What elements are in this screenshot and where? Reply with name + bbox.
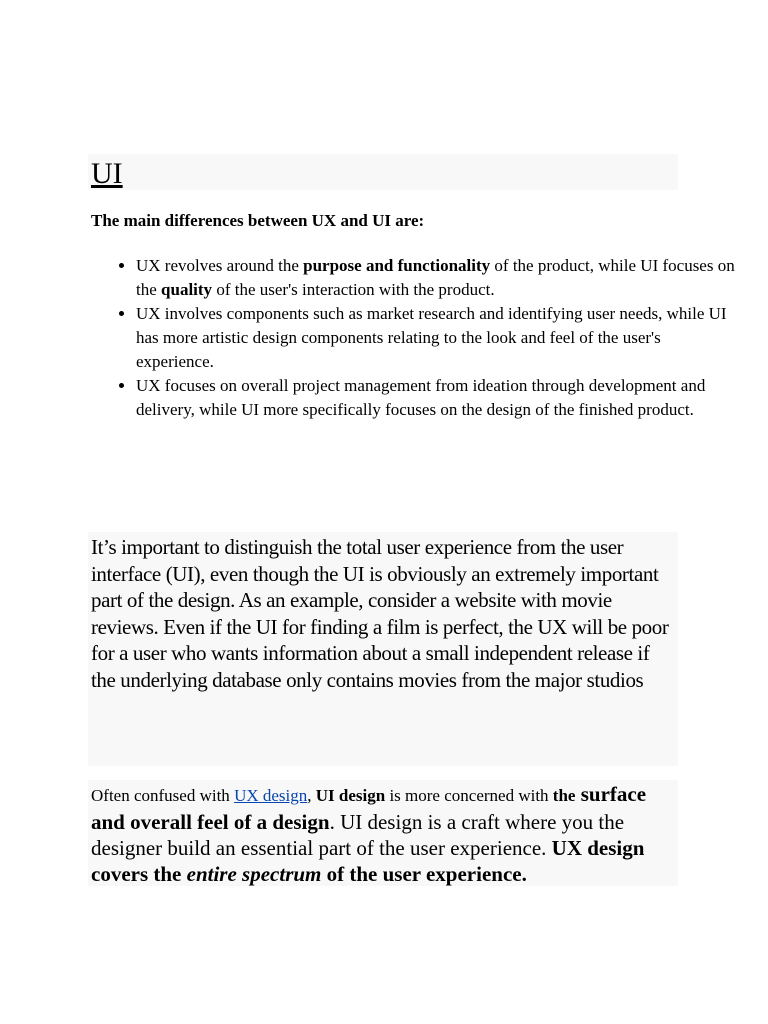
final-paragraph xyxy=(91,781,677,887)
heading-background xyxy=(88,154,678,190)
final-bold: of the user experience. xyxy=(321,862,527,886)
body-paragraph: It’s important to distinguish the total user experience from the user interface (UI), even though the UI is obviously an extremely important part of the design. As an example, consider a website with movie reviews. Even if the UI for finding a film is perfect, the UX will be poor for a user who wants information about a small independent release if the underlying database only contains movies from the major studios xyxy=(91,535,669,692)
list-item-text: of the user's interaction with the product. xyxy=(212,280,495,299)
list-item: • UX focuses on overall project management from ideation through development and delivery, while UI more specifically focuses on the design of the finished product. xyxy=(136,374,736,422)
final-bold-italic: entire spectrum xyxy=(186,862,322,886)
final-bold: the xyxy=(552,786,576,805)
final-bold: UX design xyxy=(551,836,645,860)
final-text: . UI design is a craft where you the designer build an essential part of the user experience. xyxy=(91,810,625,860)
intro-text: The main differences between UX and UI are: xyxy=(91,211,425,230)
final-bold: surface and overall feel of a design xyxy=(91,782,647,834)
differences-list xyxy=(91,254,736,422)
list-item-bold: quality xyxy=(161,280,213,299)
final-text: Often confused with xyxy=(91,786,235,805)
list-item-bold: purpose and functionality xyxy=(303,256,491,275)
final-bold: covers the xyxy=(91,862,187,886)
list-item-text: of the product, while UI focuses on the xyxy=(136,256,735,299)
list-item-text: UX revolves around the xyxy=(136,256,304,275)
list-item xyxy=(136,254,736,302)
ux-design-link[interactable]: UX design xyxy=(234,786,308,805)
final-bold: UI design xyxy=(315,786,386,805)
final-text: is more concerned with xyxy=(385,786,553,805)
final-text: , xyxy=(307,786,316,805)
list-item: • UX involves components such as market research and identifying user needs, while UI has more artistic design components relating to the look and feel of the user's experience. xyxy=(136,302,736,374)
section-heading: UI xyxy=(91,157,123,190)
